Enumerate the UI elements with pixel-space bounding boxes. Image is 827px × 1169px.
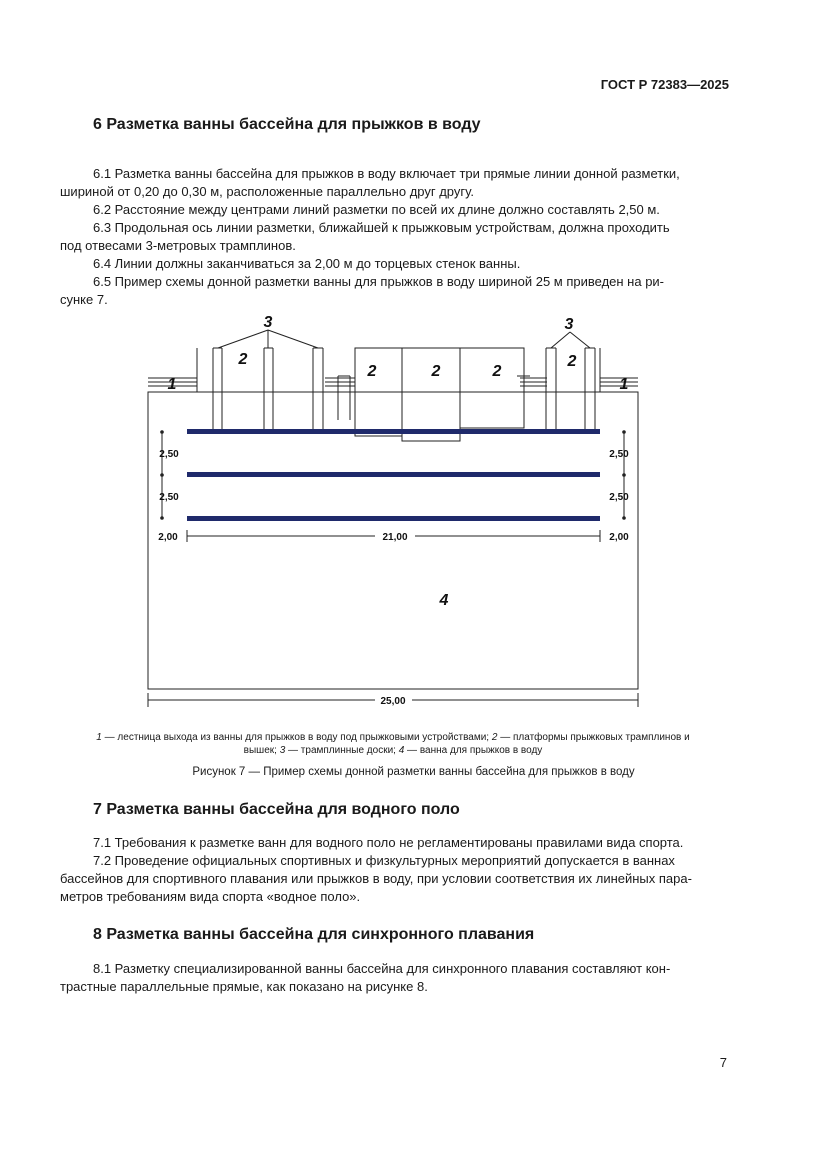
legend-num-2: 2 xyxy=(491,732,498,743)
section-7-title: 7 Разметка ванны бассейна для водного поло xyxy=(93,801,460,818)
para-6-1-line1: 6.1 Разметка ванны бассейна для прыжков в воду включает три прямые линии донной разметки, xyxy=(93,166,680,181)
platform-centre xyxy=(402,348,460,441)
label-ladder-left: 1 xyxy=(167,376,177,393)
marking-line-3 xyxy=(187,516,600,521)
label-platform-3: 2 xyxy=(431,363,441,380)
label-springboard-left: 3 xyxy=(263,314,273,331)
dim-end-offset-left: 2,00 xyxy=(158,532,178,543)
marking-line-2 xyxy=(187,472,600,477)
legend-text-1: — лестница выхода из ванны для прыжков в воду под прыжковыми устройствами; xyxy=(101,732,492,743)
legend-num-4: 4 xyxy=(398,745,405,756)
legend-text-5: — ванна для прыжков в воду xyxy=(404,745,543,756)
para-6-5-line1: 6.5 Пример схемы донной разметки ванны для прыжков в воду шириной 25 м приведен на ри- xyxy=(93,274,665,289)
dim-pool-width: 25,00 xyxy=(380,696,406,707)
dim-spacing-left-2: 2,50 xyxy=(159,492,179,503)
para-8-1-line2: трастные параллельные прямые, как показано на рисунке 8. xyxy=(60,979,428,994)
platform-right xyxy=(460,348,524,428)
para-8-1 xyxy=(60,960,728,996)
para-6-4: 6.4 Линии должны заканчиваться за 2,00 м до торцевых стенок ванны. xyxy=(93,256,521,271)
page-number: 7 xyxy=(719,1055,727,1070)
legend-text-4: — трамплинные доски; xyxy=(285,745,399,756)
section-7-body xyxy=(60,834,728,906)
section-6-title: 6 Разметка ванны бассейна для прыжков в воду xyxy=(93,116,481,133)
para-7-2-line1: 7.2 Проведение официальных спортивных и физкультурных мероприятий допускается в ваннах xyxy=(93,853,675,868)
legend-num-3: 3 xyxy=(279,745,286,756)
dim-line-length: 21,00 xyxy=(382,532,408,543)
para-8-1-line1: 8.1 Разметку специализированной ванны бассейна для синхронного плавания составляют кон- xyxy=(93,961,671,976)
dim-end-offset-right: 2,00 xyxy=(609,532,629,543)
legend-num-1: 1 xyxy=(96,732,102,743)
dim-spacing-left-1: 2,50 xyxy=(159,449,179,460)
para-6-3-line1: 6.3 Продольная ось линии разметки, ближайшей к прыжковым устройствам, должна проходить xyxy=(93,220,670,235)
figure-7-legend xyxy=(58,731,728,757)
para-7-2-line3: метров требованиям вида спорта «водное поло». xyxy=(60,889,361,904)
para-6-2: 6.2 Расстояние между центрами линий разметки по всей их длине должно составлять 2,50 м. xyxy=(93,202,660,217)
para-7-2-line2: бассейнов для спортивного плавания или прыжков в воду, при условии соответствия их линейных пара- xyxy=(60,871,692,886)
para-7-2 xyxy=(60,852,728,906)
para-6-3-line2: под отвесами 3-метровых трамплинов. xyxy=(60,238,296,253)
para-6-5-line2: сунке 7. xyxy=(60,292,108,307)
dim-spacing-right-2: 2,50 xyxy=(609,492,629,503)
legend-text-2: — платформы прыжковых трамплинов и xyxy=(497,732,690,743)
figure-7-caption: Рисунок 7 — Пример схемы донной разметки ванны бассейна для прыжков в воду xyxy=(192,766,635,778)
label-platform-4: 2 xyxy=(492,363,502,380)
marking-line-1 xyxy=(187,429,600,434)
section-8-title: 8 Разметка ванны бассейна для синхронного плавания xyxy=(93,926,535,943)
label-ladder-right: 1 xyxy=(619,376,629,393)
label-platform-5: 2 xyxy=(567,353,577,370)
marking-lines xyxy=(187,429,600,521)
document-code: ГОСТ Р 72383—2025 xyxy=(600,77,729,92)
section-8-body xyxy=(60,960,728,996)
legend-text-3: вышек; xyxy=(243,745,280,756)
label-pool: 4 xyxy=(439,592,449,609)
para-7-1: 7.1 Требования к разметке ванн для водного поло не регламентированы правилами вида спорта. xyxy=(93,835,684,850)
para-6-1-line2: шириной от 0,20 до 0,30 м, расположенные параллельно друг другу. xyxy=(60,184,474,199)
label-platform-2: 2 xyxy=(367,363,377,380)
label-springboard-right: 3 xyxy=(564,316,574,333)
dim-spacing-right-1: 2,50 xyxy=(609,449,629,460)
label-platform-1: 2 xyxy=(238,351,248,368)
